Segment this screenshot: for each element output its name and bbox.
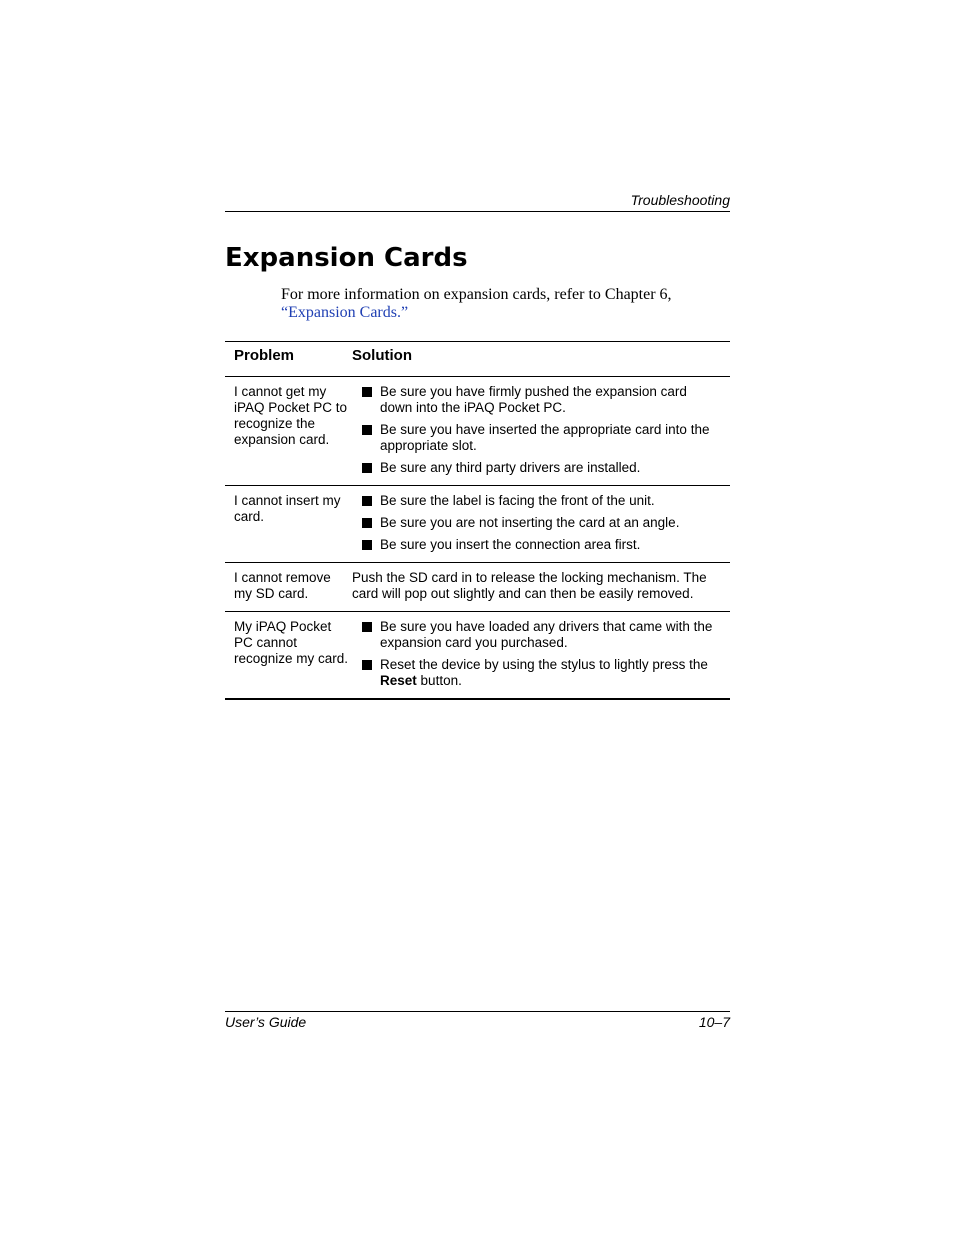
bullet-text: Be sure any third party drivers are installed. bbox=[380, 460, 641, 475]
problem-cell: My iPAQ Pocket PC cannot recognize my card. bbox=[234, 619, 349, 666]
problem-column-header: Problem bbox=[234, 347, 295, 364]
bullet-text-prefix: Reset the device by using the stylus to lightly press the bbox=[380, 657, 708, 672]
solution-bullet bbox=[352, 619, 722, 651]
solution-cell: Push the SD card in to release the locking mechanism. The card will pop out slightly and can then be easily removed. bbox=[352, 570, 707, 601]
square-bullet-icon bbox=[362, 540, 372, 550]
chapter-link[interactable]: “Expansion Cards.” bbox=[281, 304, 409, 321]
square-bullet-icon bbox=[362, 660, 372, 670]
solution-bullet bbox=[352, 384, 722, 416]
solution-bullet bbox=[352, 422, 722, 454]
bullet-text-suffix: button. bbox=[420, 673, 462, 688]
solution-cell bbox=[352, 384, 730, 476]
solution-bullet bbox=[352, 460, 722, 476]
square-bullet-icon bbox=[362, 496, 372, 506]
table-row bbox=[225, 376, 730, 485]
solution-cell bbox=[352, 493, 730, 553]
square-bullet-icon bbox=[362, 518, 372, 528]
square-bullet-icon bbox=[362, 622, 372, 632]
bullet-text: Be sure you have loaded any drivers that came with the expansion card you purchased. bbox=[380, 619, 713, 650]
square-bullet-icon bbox=[362, 387, 372, 397]
intro-text: For more information on expansion cards, refer to Chapter 6, bbox=[281, 286, 672, 303]
solution-bullet bbox=[352, 657, 722, 689]
running-head: Troubleshooting bbox=[630, 192, 730, 208]
square-bullet-icon bbox=[362, 463, 372, 473]
bullet-text: Be sure you have firmly pushed the expansion card down into the iPAQ Pocket PC. bbox=[380, 384, 687, 415]
troubleshooting-table bbox=[225, 341, 730, 700]
footer-guide-title: User’s Guide bbox=[225, 1014, 307, 1030]
solution-bullet bbox=[352, 515, 722, 531]
page-number: 10–7 bbox=[698, 1014, 730, 1030]
footer-rule bbox=[225, 1011, 730, 1012]
problem-cell: I cannot remove my SD card. bbox=[234, 570, 331, 601]
table-header-row bbox=[225, 342, 730, 376]
square-bullet-icon bbox=[362, 425, 372, 435]
bullet-text: Be sure you are not inserting the card at an angle. bbox=[380, 515, 680, 530]
problem-cell: I cannot get my iPAQ Pocket PC to recognize the expansion card. bbox=[234, 384, 348, 447]
solution-cell bbox=[352, 619, 730, 689]
header-rule bbox=[225, 211, 730, 212]
solution-bullet bbox=[352, 537, 722, 553]
table-row bbox=[225, 485, 730, 562]
table-row bbox=[225, 562, 730, 611]
page-title: Expansion Cards bbox=[225, 243, 468, 273]
bullet-text bbox=[380, 657, 722, 689]
problem-cell: I cannot insert my card. bbox=[234, 493, 341, 524]
bullet-text: Be sure you insert the connection area first. bbox=[380, 537, 641, 552]
solution-bullet bbox=[352, 493, 722, 509]
bullet-text: Be sure the label is facing the front of the unit. bbox=[380, 493, 655, 508]
intro-paragraph bbox=[281, 286, 730, 322]
reset-button-label: Reset bbox=[380, 673, 417, 688]
table-row bbox=[225, 611, 730, 698]
solution-column-header: Solution bbox=[352, 347, 412, 364]
bullet-text: Be sure you have inserted the appropriate card into the appropriate slot. bbox=[380, 422, 710, 453]
